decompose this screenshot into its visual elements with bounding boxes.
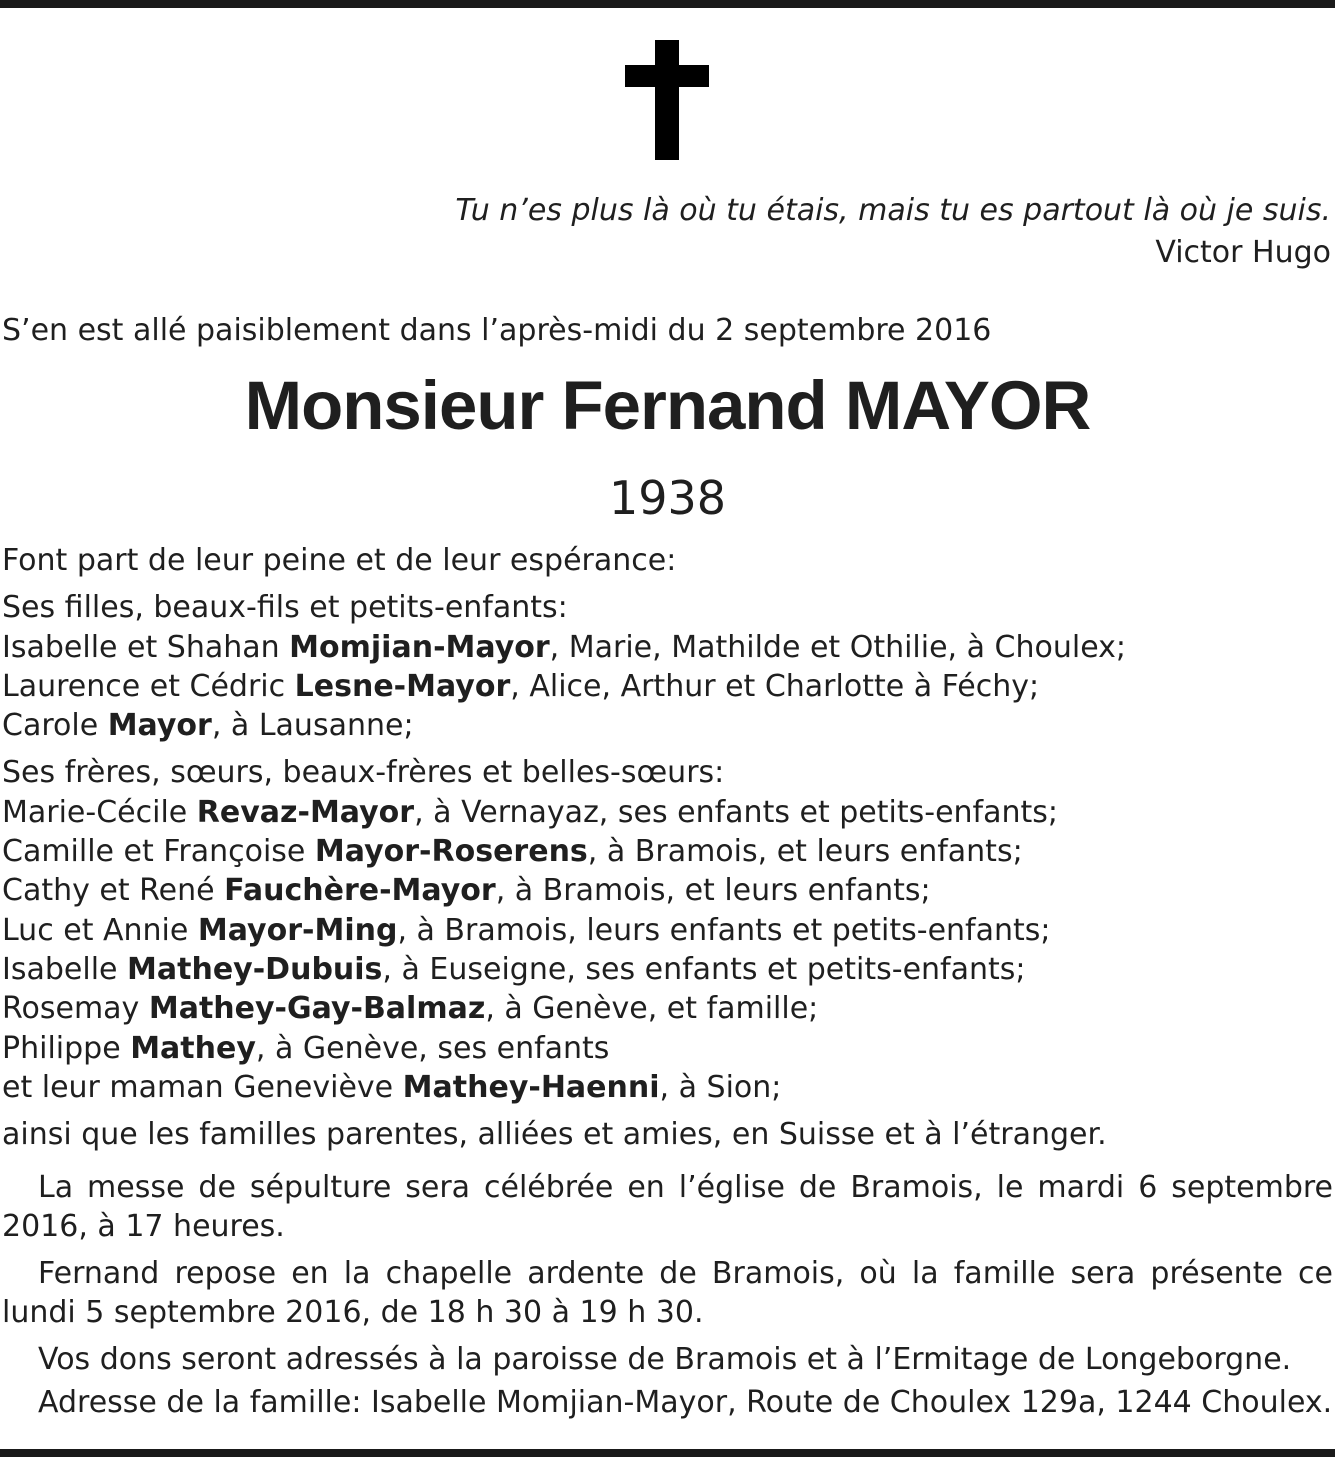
- epigraph: [455, 190, 1331, 274]
- list-item: [2, 911, 1332, 950]
- quote-text: Tu n’es plus là où tu étais, mais tu es partout là où je suis.: [455, 193, 1331, 228]
- bottom-border-rule: [0, 1449, 1335, 1457]
- member-given-names: Camille et Françoise: [2, 834, 315, 870]
- list-item: [2, 706, 1332, 745]
- member-details: , à Vernayaz, ses enfants et petits-enfants;: [414, 794, 1058, 830]
- member-details: , Alice, Arthur et Charlotte à Féchy;: [510, 668, 1040, 704]
- siblings-list: [2, 793, 1332, 1107]
- member-details: , à Lausanne;: [211, 708, 414, 744]
- member-surname: Lesne-Mayor: [294, 668, 511, 704]
- member-surname: Momjian-Mayor: [289, 629, 550, 665]
- member-details: , à Bramois, et leurs enfants;: [495, 873, 931, 909]
- member-details: , Marie, Mathilde et Othilie, à Choulex;: [549, 629, 1126, 665]
- list-item: [2, 1029, 1332, 1068]
- donations-notice: Vos dons seront adressés à la paroisse de Bramois et à l’Ermitage de Longeborgne.: [38, 1342, 1292, 1377]
- list-item: [2, 871, 1332, 910]
- children-list: [2, 628, 1332, 746]
- member-surname: Revaz-Mayor: [196, 794, 415, 830]
- birth-year: 1938: [608, 471, 727, 525]
- member-surname: Mayor-Ming: [197, 912, 398, 948]
- member-details: , à Sion;: [659, 1069, 782, 1105]
- cross-icon: [625, 40, 709, 160]
- member-given-names: Carole: [2, 708, 108, 744]
- member-details: , à Euseigne, ses enfants et petits-enfants;: [382, 951, 1026, 987]
- children-heading: Ses filles, beaux-fils et petits-enfants:: [2, 590, 568, 626]
- list-item: [2, 989, 1332, 1028]
- service-notices: [2, 1168, 1333, 1426]
- member-given-names: Philippe: [2, 1030, 131, 1066]
- member-surname: Mathey: [130, 1030, 256, 1066]
- list-item: [2, 793, 1332, 832]
- family-address: Adresse de la famille: Isabelle Momjian-Mayor, Route de Choulex 129a, 1244 Choulex.: [38, 1385, 1333, 1420]
- member-surname: Mayor-Roserens: [314, 834, 588, 870]
- chapel-notice: Fernand repose en la chapelle ardente de Bramois, où la famille sera présente ce lundi 5 septembre 2016, de 18 h 30 à 19 h 30.: [2, 1256, 1333, 1330]
- member-given-names: et leur maman Geneviève: [2, 1069, 403, 1105]
- member-details: , à Bramois, et leurs enfants;: [587, 834, 1023, 870]
- closing-line: ainsi que les familles parentes, alliées et amies, en Suisse et à l’étranger.: [2, 1117, 1107, 1153]
- member-surname: Fauchère-Mayor: [224, 873, 496, 909]
- member-given-names: Isabelle: [2, 951, 128, 987]
- member-given-names: Laurence et Cédric: [2, 668, 295, 704]
- family-list: [2, 541, 1332, 1154]
- member-surname: Mathey-Gay-Balmaz: [148, 991, 486, 1027]
- list-item: [2, 832, 1332, 871]
- list-item: [2, 950, 1332, 989]
- list-item: [2, 1068, 1332, 1107]
- top-border-rule: [0, 0, 1335, 8]
- quote-author: Victor Hugo: [1155, 235, 1331, 270]
- list-item: [2, 667, 1332, 706]
- member-given-names: Cathy et René: [2, 873, 225, 909]
- member-given-names: Marie-Cécile: [2, 794, 197, 830]
- member-surname: Mathey-Dubuis: [127, 951, 383, 987]
- member-given-names: Isabelle et Shahan: [2, 629, 290, 665]
- member-details: , à Genève, ses enfants: [255, 1030, 610, 1066]
- announce-line: Font part de leur peine et de leur espérance:: [2, 543, 677, 578]
- member-details: , à Genève, et famille;: [485, 991, 819, 1027]
- member-given-names: Rosemay: [2, 991, 149, 1027]
- member-surname: Mayor: [107, 708, 212, 744]
- member-details: , à Bramois, leurs enfants et petits-enfants;: [397, 912, 1051, 948]
- member-surname: Mathey-Haenni: [402, 1069, 660, 1105]
- member-given-names: Luc et Annie: [2, 912, 198, 948]
- siblings-heading: Ses frères, sœurs, beaux-frères et belles-sœurs:: [2, 755, 725, 791]
- mass-notice: La messe de sépulture sera célébrée en l’église de Bramois, le mardi 6 septembre 2016, à 17 heures.: [2, 1170, 1333, 1244]
- deceased-name: Monsieur Fernand MAYOR: [244, 367, 1091, 444]
- intro-line: S’en est allé paisiblement dans l’après-midi du 2 septembre 2016: [2, 313, 992, 348]
- list-item: [2, 628, 1332, 667]
